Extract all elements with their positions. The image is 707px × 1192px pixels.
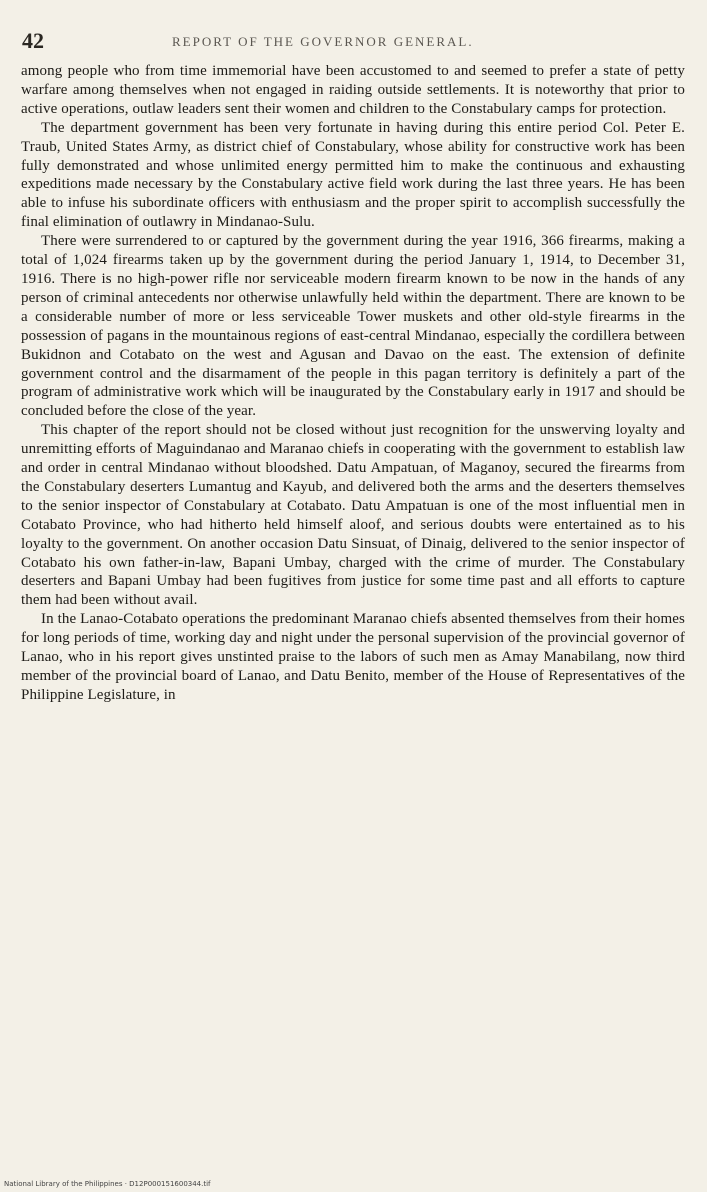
scan-footer: National Library of the Philippines · D12P000151600344.tif — [4, 1180, 211, 1188]
paragraph: This chapter of the report should not be closed without just recognition for the unswerving loyalty and unremitting efforts of Maguindanao and Maranao chiefs in cooperating with the government to establish law and order in central Mindanao without bloodshed. Datu Ampatuan, of Maganoy, secured the firearms from the Constabulary deserters Lumantug and Kayub, and delivered both the arms and the deserters themselves to the senior inspector of Constabulary at Cotabato. Datu Ampatuan is one of the most influential men in Cotabato Province, who had hitherto held himself aloof, and serious doubts were entertained as to his loyalty to the government. On another occasion Datu Sinsuat, of Dinaig, delivered to the senior inspector of Cotabato his own father-in-law, Bapani Umbay, charged with the crime of murder. The Constabulary deserters and Bapani Umbay had been fugitives from justice for some time past and all efforts to capture them had been without avail. — [21, 422, 685, 609]
running-head: REPORT OF THE GOVERNOR GENERAL. — [172, 34, 474, 49]
paragraph: The department government has been very fortunate in having during this entire period Col. Peter E. Traub, United States Army, as district chief of Constabulary, whose ability for constructive work has been fully demonstrated and whose unlimited energy permitted him to make the continuous and exhausting expeditions made necessary by the Constabulary active field work during the last three years. He has been able to infuse his subordinate officers with enthusiasm and the proper spirit to accomplish successfully the final elimination of outlawry in Mindanao-Sulu. — [21, 119, 685, 231]
paragraph: In the Lanao-Cotabato operations the predominant Maranao chiefs absented themselves from their homes for long periods of time, working day and night under the personal supervision of the provincial governor of Lanao, who in his report gives unstinted praise to the labors of such men as Amay Manabilang, now third member of the provincial board of Lanao, and Datu Benito, member of the House of Representatives of the Philippine Legislature, in — [21, 611, 685, 703]
page-number: 42 — [22, 28, 44, 53]
page-header — [22, 28, 682, 58]
body-text — [21, 62, 685, 705]
paragraph: There were surrendered to or captured by the government during the year 1916, 366 firearms, making a total of 1,024 firearms taken up by the government during the period January 1, 1914, to December 31, 1916. There is no high-power rifle nor serviceable modern firearm known to be now in the hands of any person of criminal antecedents nor otherwise unlawfully held within the department. There are known to be a considerable number of more or less serviceable Tower muskets and other old-style firearms in the possession of pagans in the mountainous regions of east-central Mindanao, especially the cordillera between Bukidnon and Cotabato on the west and Agusan and Davao on the east. The extension of definite government control and the disarmament of the people in this pagan territory is definitely a part of the program of administrative work which will be inaugurated by the Constabulary early in 1917 and should be concluded before the close of the year. — [21, 233, 685, 420]
paragraph: among people who from time immemorial have been accustomed to and seemed to prefer a state of petty warfare among themselves when not engaged in raiding outside settlements. It is noteworthy that prior to active operations, outlaw leaders sent their women and children to the Constabulary camps for protection. — [21, 63, 685, 117]
